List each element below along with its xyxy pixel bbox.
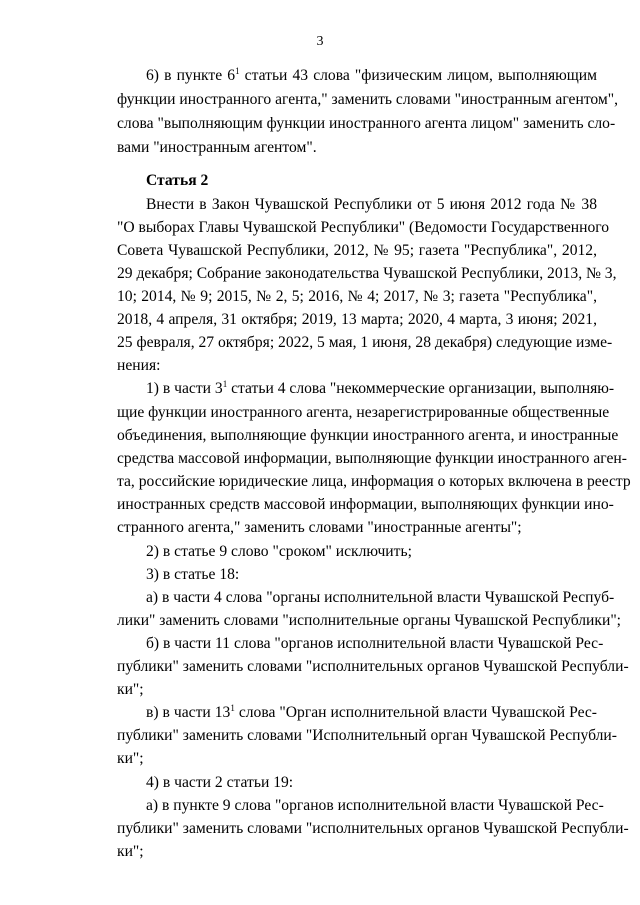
page-number: 3	[316, 34, 324, 49]
intro-line: 29 декабря; Собрание законодательства Чувашской Республики, 2013, № 3,	[117, 265, 617, 282]
item1-line-1	[146, 379, 615, 397]
intro-line: Совета Чувашской Республики, 2012, № 95; газета "Республика", 2012,	[117, 242, 597, 259]
intro-line: "О выборах Главы Чувашской Республики" (Ведомости Государственного	[117, 219, 610, 236]
item1-line-1-text: 1) в части 3	[146, 380, 223, 397]
item6-line-4: вами "иностранным агентом".	[117, 139, 317, 156]
item6-line-1-text-cont: статьи 43 слова "физическим лицом, выполняющим	[239, 67, 597, 84]
item6-line-1	[146, 68, 597, 84]
item6-line-2: функции иностранного агента," заменить словами "иностранным агентом",	[117, 91, 619, 108]
item3v-line: публики" заменить словами "Исполнительный орган Чувашской Республи-	[117, 727, 617, 744]
item3v-line: ки";	[117, 750, 144, 767]
superscript: 1	[222, 379, 228, 389]
intro-line: 10; 2014, № 9; 2015, № 2, 5; 2016, № 4; 2017, № 3; газета "Республика",	[117, 288, 597, 305]
item3v-line-1-text: в) в части 13	[146, 704, 231, 721]
item1-line: объединения, выполняющие функции иностранного агента, и иностранные	[117, 427, 619, 444]
intro-line: Внести в Закон Чувашской Республики от 5 июня 2012 года № 38	[146, 196, 597, 213]
item3v-line-1-text-cont: слова "Орган исполнительной власти Чувашской Рес-	[234, 704, 597, 721]
item1-line: иностранных средств массовой информации, выполняющих функции ино-	[117, 496, 614, 513]
article-heading: Статья 2	[146, 172, 209, 189]
item6-line-3: слова "выполняющим функции иностранного агента лицом" заменить сло-	[117, 115, 616, 132]
item3b-line: ки";	[117, 681, 144, 698]
item1-line: странного агента," заменить словами "иностранные агенты";	[117, 519, 522, 536]
item3a-line: лики" заменить словами "исполнительные органы Чувашской Республики";	[117, 612, 622, 629]
intro-line: нения:	[117, 357, 161, 374]
superscript: 1	[230, 703, 235, 713]
item1-line: щие функции иностранного агента, незарегистрированные общественные	[117, 404, 610, 421]
item4-line: 4) в части 2 статьи 19:	[146, 774, 294, 791]
superscript: 1	[235, 66, 240, 76]
item3a-line: а) в части 4 слова "органы исполнительной власти Чувашской Респуб-	[146, 589, 615, 606]
item1-line: средства массовой информации, выполняющие функции иностранного аген-	[117, 450, 627, 467]
item1-line-1-text-cont: статьи 4 слова "некоммерческие организации, выполняю-	[227, 380, 615, 397]
item3b-line: б) в части 11 слова "органов исполнительной власти Чувашской Рес-	[146, 635, 604, 652]
item6-line-1-text: 6) в пункте 6	[146, 67, 236, 84]
item4a-line: ки";	[117, 843, 144, 860]
item2-line: 2) в статье 9 слово "сроком" исключить;	[146, 543, 412, 560]
item3v-line-1	[146, 705, 597, 721]
item3-line: 3) в статье 18:	[146, 566, 240, 583]
item1-line: та, российские юридические лица, информация о которых включена в реестр	[117, 473, 631, 490]
item4a-line: публики" заменить словами "исполнительных органов Чувашской Республи-	[117, 820, 629, 837]
item4a-line: а) в пункте 9 слова "органов исполнительной власти Чувашской Рес-	[146, 797, 604, 814]
item3b-line: публики" заменить словами "исполнительных органов Чувашской Республи-	[117, 658, 629, 675]
intro-line: 2018, 4 апреля, 31 октября; 2019, 13 марта; 2020, 4 марта, 3 июня; 2021,	[117, 311, 597, 328]
intro-line: 25 февраля, 27 октября; 2022, 5 мая, 1 июня, 28 декабря) следующие изме-	[117, 334, 613, 351]
